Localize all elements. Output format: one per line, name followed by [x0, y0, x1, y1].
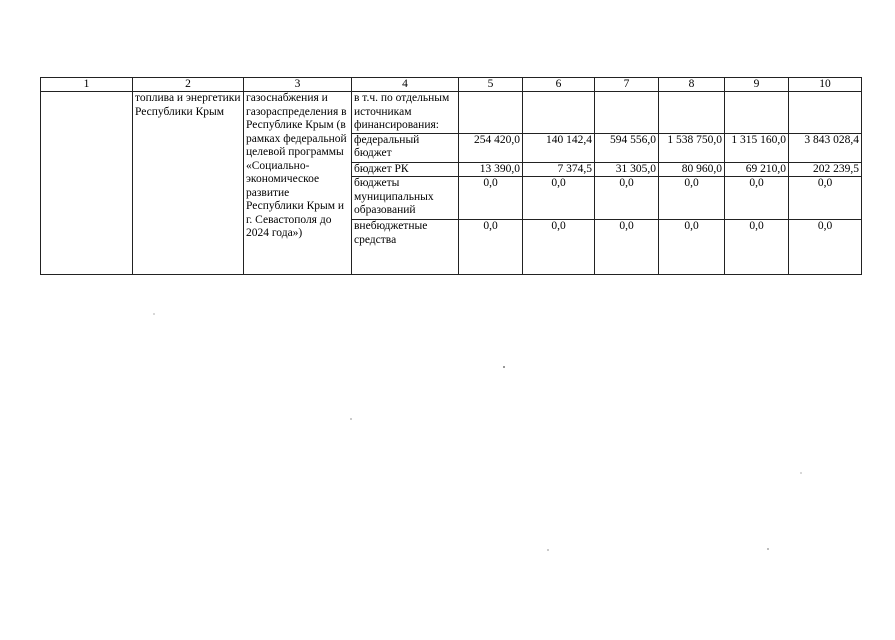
value-cell: 1 315 160,0	[725, 133, 789, 162]
column-header: 8	[659, 78, 725, 92]
column-header: 9	[725, 78, 789, 92]
value-cell: 140 142,4	[523, 133, 595, 162]
budget-table	[40, 77, 862, 275]
value-cell: 0,0	[595, 220, 659, 275]
column-header: 6	[523, 78, 595, 92]
value-cell: 69 210,0	[725, 162, 789, 177]
value-cell: 202 239,5	[789, 162, 862, 177]
value-cell	[459, 92, 523, 134]
value-cell: 254 420,0	[459, 133, 523, 162]
column-header: 10	[789, 78, 862, 92]
value-cell: 7 374,5	[523, 162, 595, 177]
header-row	[41, 78, 862, 92]
column-header: 5	[459, 78, 523, 92]
value-cell: 0,0	[459, 177, 523, 220]
value-cell: 0,0	[523, 220, 595, 275]
value-cell: 80 960,0	[659, 162, 725, 177]
value-cell: 0,0	[659, 220, 725, 275]
value-cell: 0,0	[523, 177, 595, 220]
column-header: 4	[352, 78, 459, 92]
scan-speck	[767, 548, 769, 550]
column-header: 7	[595, 78, 659, 92]
value-cell	[659, 92, 725, 134]
value-cell: 3 843 028,4	[789, 133, 862, 162]
value-cell: 0,0	[595, 177, 659, 220]
scan-speck	[800, 472, 802, 474]
responsible-text: топлива и энергетики Республики Крым	[135, 92, 241, 118]
value-cell	[523, 92, 595, 134]
value-cell: 13 390,0	[459, 162, 523, 177]
scan-speck	[503, 366, 505, 368]
value-cell: 0,0	[725, 177, 789, 220]
value-cell: 0,0	[459, 220, 523, 275]
value-cell: 0,0	[789, 220, 862, 275]
value-cell	[789, 92, 862, 134]
source-label: бюджет РК	[352, 162, 459, 177]
cell-activity	[244, 92, 352, 275]
value-cell	[595, 92, 659, 134]
value-cell: 0,0	[725, 220, 789, 275]
source-label: федеральный бюджет	[352, 133, 459, 162]
scan-speck	[153, 313, 155, 315]
source-label: в т.ч. по отдельным источникам финансирования:	[352, 92, 459, 134]
scan-speck	[547, 549, 549, 551]
source-label: бюджеты муниципальных образований	[352, 177, 459, 220]
value-cell: 0,0	[659, 177, 725, 220]
table-row	[41, 92, 862, 134]
value-cell	[725, 92, 789, 134]
activity-text: газоснабжения и газораспределения в Республике Крым (в рамках федеральной целевой программы «Социально-экономическое развитие Республики Крым и г. Севастополя до 2024 года»)	[246, 92, 347, 239]
scan-speck	[350, 418, 352, 420]
value-cell: 1 538 750,0	[659, 133, 725, 162]
column-header: 1	[41, 78, 133, 92]
cell-responsible	[133, 92, 244, 275]
column-header: 2	[133, 78, 244, 92]
source-label: внебюджетные средства	[352, 220, 459, 275]
value-cell: 594 556,0	[595, 133, 659, 162]
value-cell: 0,0	[789, 177, 862, 220]
column-header: 3	[244, 78, 352, 92]
cell-col1	[41, 92, 133, 275]
value-cell: 31 305,0	[595, 162, 659, 177]
